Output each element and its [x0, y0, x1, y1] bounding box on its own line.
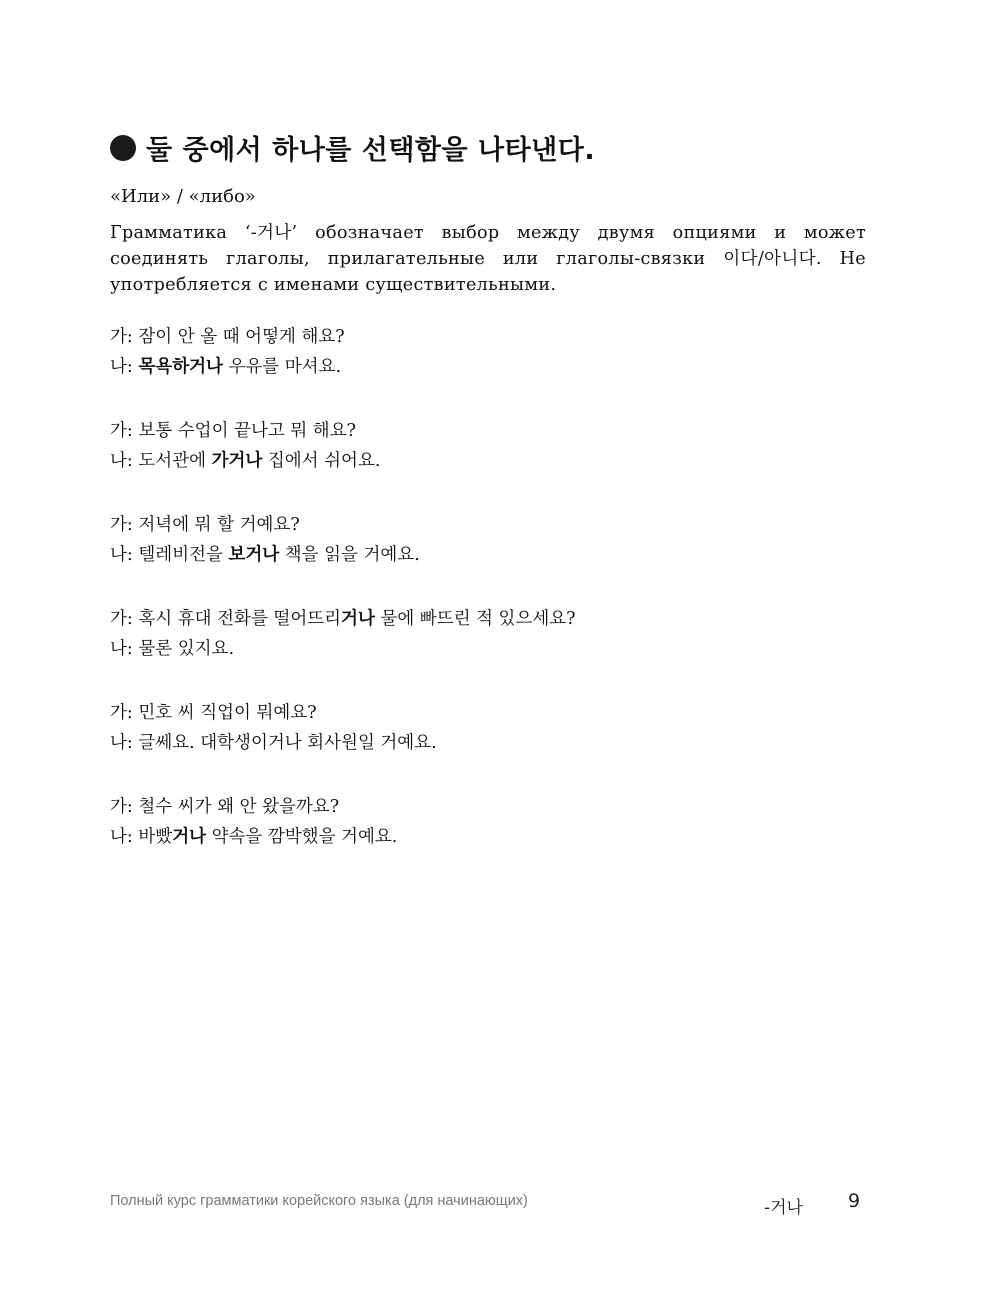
- answer-text: 도서관에: [138, 451, 212, 471]
- speaker-label: 나:: [110, 357, 133, 377]
- question-text: 보통 수업이 끝나고 뭐 해요?: [138, 421, 356, 441]
- speaker-label: 가:: [110, 703, 133, 723]
- footer-book-title: Полный курс грамматики корейского языка (для начинающих): [110, 1193, 528, 1209]
- dialog-answer: [110, 540, 576, 570]
- answer-text: 텔레비전을: [138, 545, 229, 565]
- grammar-highlight: 가거나: [211, 451, 263, 471]
- speaker-label: 나:: [110, 451, 133, 471]
- answer-text: 물론 있지요.: [138, 639, 235, 659]
- question-text: 잠이 안 올 때 어떻게 해요?: [138, 327, 345, 347]
- dialog-answer: [110, 446, 576, 476]
- question-text: 물에 빠뜨린 적 있으세요?: [374, 609, 576, 629]
- dialog-6: [110, 792, 576, 852]
- dialog-question: [110, 604, 576, 634]
- answer-text: 글쎄요. 대학생이거나 회사원일 거예요.: [138, 733, 437, 753]
- speaker-label: 나:: [110, 545, 133, 565]
- dialog-question: [110, 792, 576, 822]
- bullet-circle-icon: [110, 135, 136, 161]
- dialog-3: [110, 510, 576, 570]
- answer-text: 책을 읽을 거예요.: [279, 545, 420, 565]
- speaker-label: 가:: [110, 609, 133, 629]
- answer-text: 우유를 마셔요.: [222, 357, 342, 377]
- dialog-question: [110, 510, 576, 540]
- dialog-answer: [110, 728, 576, 758]
- speaker-label: 가:: [110, 421, 133, 441]
- dialog-5: [110, 698, 576, 758]
- dialog-question: [110, 698, 576, 728]
- dialog-question: [110, 322, 576, 352]
- speaker-label: 나:: [110, 827, 133, 847]
- grammar-highlight: 목욕하거나: [138, 357, 223, 377]
- question-text: 혹시 휴대 전화를 떨어뜨리: [138, 609, 342, 629]
- question-text: 철수 씨가 왜 안 왔을까요?: [138, 797, 340, 817]
- grammar-highlight: 보거나: [228, 545, 280, 565]
- heading-text: 둘 중에서 하나를 선택함을 나타낸다.: [146, 135, 596, 166]
- dialog-answer: [110, 634, 576, 664]
- meaning-translation: «Или» / «либо»: [110, 186, 256, 207]
- dialog-answer: [110, 822, 576, 852]
- section-heading: [110, 128, 595, 167]
- question-text: 저녁에 뭐 할 거예요?: [138, 515, 300, 535]
- dialog-2: [110, 416, 576, 476]
- dialog-1: [110, 322, 576, 382]
- speaker-label: 가:: [110, 797, 133, 817]
- dialog-4: [110, 604, 576, 664]
- dialog-question: [110, 416, 576, 446]
- page-number: 9: [848, 1190, 861, 1212]
- grammar-highlight: 거나: [341, 609, 375, 629]
- dialog-answer: [110, 352, 576, 382]
- question-text: 민호 씨 직업이 뭐예요?: [138, 703, 317, 723]
- speaker-label: 가:: [110, 515, 133, 535]
- grammar-description: Грамматика ‘-거나’ обозначает выбор между двумя опциями и может соединять глаголы, прилагательные или глаголы-связки 이다/아니다. Не употребляется с именами существительными.: [110, 223, 866, 295]
- speaker-label: 나:: [110, 639, 133, 659]
- example-dialogs: [110, 322, 576, 886]
- answer-text: 바빴: [138, 827, 173, 847]
- footer-topic: -거나: [764, 1198, 803, 1218]
- answer-text: 집에서 쉬어요.: [262, 451, 381, 471]
- speaker-label: 가:: [110, 327, 133, 347]
- speaker-label: 나:: [110, 733, 133, 753]
- grammar-highlight: 거나: [172, 827, 207, 847]
- answer-text: 약속을 깜박했을 거예요.: [206, 827, 398, 847]
